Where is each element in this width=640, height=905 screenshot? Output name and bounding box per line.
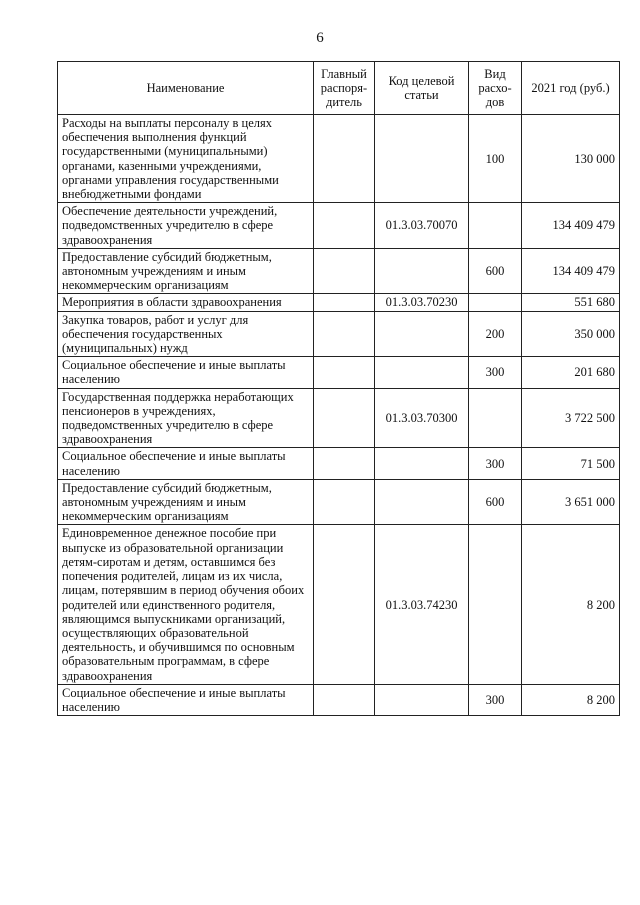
- cell-name: Предоставление субсидий бюджетным, автономным учреждениям и иным некоммерческим организациям: [58, 479, 314, 525]
- cell-expense-type: [469, 388, 522, 448]
- cell-target-code: 01.3.03.70300: [375, 388, 469, 448]
- cell-target-code: 01.3.03.70230: [375, 294, 469, 311]
- cell-expense-type: [469, 525, 522, 684]
- cell-administrator: [314, 115, 375, 203]
- cell-administrator: [314, 388, 375, 448]
- cell-name: Расходы на выплаты персоналу в целях обеспечения выполнения функций государственными (муниципальными) органами, казенными учреждениями, органами управления государственными внебюджетными фондами: [58, 115, 314, 203]
- header-administrator: Главный распоря-дитель: [314, 62, 375, 115]
- cell-administrator: [314, 479, 375, 525]
- cell-amount: 3 722 500: [522, 388, 620, 448]
- cell-name: Единовременное денежное пособие при выпуске из образовательной организации детям-сиротам и детям, оставшимся без попечения родителей, лицам из их числа, лицам, потерявшим в период обучения обоих родителей или единственного родителя, являющимся выпускниками организаций, осуществляющих образовательной деятельность, и обучившимся по основным образовательным программам, в сфере здравоохранения: [58, 525, 314, 684]
- cell-expense-type: 300: [469, 448, 522, 479]
- cell-amount: 8 200: [522, 684, 620, 715]
- cell-amount: 201 680: [522, 357, 620, 388]
- budget-table: [57, 61, 620, 716]
- table-row: [58, 357, 620, 388]
- cell-name: Обеспечение деятельности учреждений, подведомственных учредителю в сфере здравоохранения: [58, 203, 314, 249]
- cell-expense-type: 600: [469, 248, 522, 294]
- table-row: [58, 203, 620, 249]
- table-row: [58, 294, 620, 311]
- cell-amount: 350 000: [522, 311, 620, 357]
- table-row: [58, 684, 620, 715]
- cell-administrator: [314, 248, 375, 294]
- cell-expense-type: 600: [469, 479, 522, 525]
- page-number: 6: [316, 30, 324, 46]
- cell-name: Социальное обеспечение и иные выплаты населению: [58, 448, 314, 479]
- cell-target-code: 01.3.03.74230: [375, 525, 469, 684]
- table-row: [58, 388, 620, 448]
- cell-target-code: [375, 115, 469, 203]
- cell-administrator: [314, 684, 375, 715]
- cell-target-code: [375, 448, 469, 479]
- cell-administrator: [314, 448, 375, 479]
- cell-target-code: [375, 479, 469, 525]
- cell-administrator: [314, 294, 375, 311]
- cell-name: Предоставление субсидий бюджетным, автономным учреждениям и иным некоммерческим организациям: [58, 248, 314, 294]
- cell-expense-type: [469, 294, 522, 311]
- cell-amount: 130 000: [522, 115, 620, 203]
- cell-administrator: [314, 311, 375, 357]
- table-row: [58, 115, 620, 203]
- table-row: [58, 311, 620, 357]
- cell-target-code: [375, 311, 469, 357]
- table-row: [58, 448, 620, 479]
- cell-name: Мероприятия в области здравоохранения: [58, 294, 314, 311]
- cell-expense-type: 100: [469, 115, 522, 203]
- cell-administrator: [314, 357, 375, 388]
- cell-target-code: [375, 357, 469, 388]
- table-header-row: [58, 62, 620, 115]
- header-expense-type: Вид расхо-дов: [469, 62, 522, 115]
- header-name: Наименование: [58, 62, 314, 115]
- cell-administrator: [314, 525, 375, 684]
- cell-expense-type: 300: [469, 684, 522, 715]
- cell-amount: 134 409 479: [522, 203, 620, 249]
- header-amount: 2021 год (руб.): [522, 62, 620, 115]
- cell-amount: 3 651 000: [522, 479, 620, 525]
- cell-amount: 134 409 479: [522, 248, 620, 294]
- cell-name: Социальное обеспечение и иные выплаты населению: [58, 357, 314, 388]
- cell-name: Государственная поддержка неработающих пенсионеров в учреждениях, подведомственных учредителю в сфере здравоохранения: [58, 388, 314, 448]
- cell-amount: 71 500: [522, 448, 620, 479]
- cell-amount: 551 680: [522, 294, 620, 311]
- cell-administrator: [314, 203, 375, 249]
- table-row: [58, 248, 620, 294]
- table-row: [58, 479, 620, 525]
- cell-expense-type: 300: [469, 357, 522, 388]
- cell-name: Закупка товаров, работ и услуг для обеспечения государственных (муниципальных) нужд: [58, 311, 314, 357]
- cell-expense-type: 200: [469, 311, 522, 357]
- cell-target-code: [375, 248, 469, 294]
- cell-amount: 8 200: [522, 525, 620, 684]
- header-target-code: Код целевой статьи: [375, 62, 469, 115]
- cell-target-code: [375, 684, 469, 715]
- cell-target-code: 01.3.03.70070: [375, 203, 469, 249]
- cell-name: Социальное обеспечение и иные выплаты населению: [58, 684, 314, 715]
- cell-expense-type: [469, 203, 522, 249]
- table-row: [58, 525, 620, 684]
- table-body: [58, 115, 620, 716]
